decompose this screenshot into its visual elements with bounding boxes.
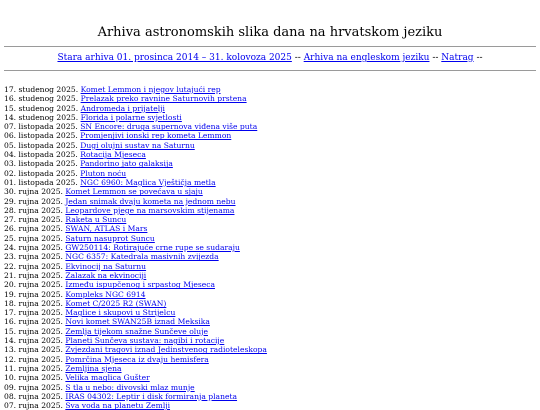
entry-date: 16. rujna 2025. — [4, 317, 63, 327]
back-link[interactable]: Natrag — [441, 53, 474, 63]
archive-entry — [4, 401, 540, 410]
entry-date: 07. listopada 2025. — [4, 122, 78, 132]
entry-title-link[interactable]: Pandorino jato galaksija — [80, 159, 173, 169]
entry-date: 10. rujna 2025. — [4, 373, 63, 383]
entry-title-link[interactable]: Raketa u Suncu — [65, 215, 127, 225]
entry-date: 24. rujna 2025. — [4, 243, 63, 253]
archive-entry — [4, 383, 540, 392]
entry-date: 23. rujna 2025. — [4, 252, 63, 262]
entry-date: 11. rujna 2025. — [4, 363, 63, 373]
archive-entry — [4, 290, 540, 299]
entry-date: 29. rujna 2025. — [4, 196, 63, 206]
archive-entry — [4, 131, 540, 140]
nav-separator: -- — [291, 53, 304, 63]
archive-entry — [4, 122, 540, 131]
entry-title-link[interactable]: Novi komet SWAN25B iznad Meksika — [65, 317, 210, 327]
archive-entry — [4, 141, 540, 150]
archive-entry — [4, 392, 540, 401]
entry-title-link[interactable]: Zemlja tijekom snažne Sunčeve oluje — [65, 326, 208, 336]
entry-title-link[interactable]: NGC 6960: Maglica Vještičja metla — [80, 177, 216, 187]
archive-entry — [4, 299, 540, 308]
entry-date: 06. listopada 2025. — [4, 131, 78, 141]
entry-title-link[interactable]: Prelazak preko ravnine Saturnovih prstena — [80, 94, 247, 104]
archive-entry-list — [4, 85, 540, 410]
entry-date: 17. rujna 2025. — [4, 308, 63, 318]
archive-entry — [4, 373, 540, 382]
entry-title-link[interactable]: Zemljina sjena — [65, 363, 122, 373]
entry-date: 28. rujna 2025. — [4, 205, 63, 215]
archive-entry — [4, 271, 540, 280]
entry-date: 03. listopada 2025. — [4, 159, 78, 169]
entry-title-link[interactable]: Andromeda i prijatelji — [80, 103, 165, 113]
archive-entry — [4, 252, 540, 261]
archive-entry — [4, 206, 540, 215]
entry-title-link[interactable]: Zvjezdani tragovi iznad Jedinstvenog radioteleskopa — [65, 345, 267, 355]
entry-title-link[interactable]: SN Encore: druga supernova viđena više puta — [80, 122, 258, 132]
archive-entry — [4, 280, 540, 289]
page-title: Arhiva astronomskih slika dana na hrvatskom jeziku — [97, 25, 443, 40]
archive-entry — [4, 197, 540, 206]
entry-title-link[interactable]: Planeti Sunčeva sustava: nagibi i rotacije — [65, 336, 225, 346]
entry-title-link[interactable]: Velika maglica Gušter — [65, 373, 150, 383]
entry-date: 15. studenog 2025. — [4, 103, 79, 113]
entry-title-link[interactable]: IRAS 04302: Leptir i disk formiranja planeta — [65, 391, 238, 401]
entry-title-link[interactable]: Rotacija Mjeseca — [80, 150, 146, 160]
entry-title-link[interactable]: Dugi olujni sustav na Saturnu — [80, 140, 195, 150]
entry-date: 04. listopada 2025. — [4, 150, 78, 160]
entry-title-link[interactable]: Ekvinocij na Saturnu — [65, 261, 147, 271]
archive-entry — [4, 169, 540, 178]
entry-date: 13. rujna 2025. — [4, 345, 63, 355]
entry-title-link[interactable]: S tla u nebo: divovski mlaz munje — [65, 382, 195, 392]
entry-date: 19. rujna 2025. — [4, 289, 63, 299]
entry-date: 18. rujna 2025. — [4, 298, 63, 308]
entry-date: 20. rujna 2025. — [4, 280, 63, 290]
english-archive-link[interactable]: Arhiva na engleskom jeziku — [303, 53, 430, 63]
entry-title-link[interactable]: Kompleks NGC 6914 — [65, 289, 146, 299]
archive-entry — [4, 104, 540, 113]
archive-entry — [4, 262, 540, 271]
entry-title-link[interactable]: Komet Lemmon se povećava u sjaju — [65, 187, 203, 197]
entry-title-link[interactable]: Jedan snimak dvaju kometa na jednom nebu — [65, 196, 236, 206]
entry-date: 15. rujna 2025. — [4, 326, 63, 336]
entry-date: 27. rujna 2025. — [4, 215, 63, 225]
entry-date: 01. listopada 2025. — [4, 177, 78, 187]
entry-title-link[interactable]: Leopardove pjege na marsovskim stijenama — [65, 205, 235, 215]
entry-title-link[interactable]: Između ispupčenog i srpastog Mjeseca — [65, 280, 215, 290]
entry-date: 26. rujna 2025. — [4, 224, 63, 234]
archive-entry — [4, 234, 540, 243]
entry-date: 16. studenog 2025. — [4, 94, 79, 104]
archive-entry — [4, 224, 540, 233]
entry-title-link[interactable]: Promjenjivi ionski rep kometa Lemmon — [80, 131, 232, 141]
archive-entry — [4, 327, 540, 336]
archive-entry — [4, 345, 540, 354]
entry-date: 02. listopada 2025. — [4, 168, 78, 178]
entry-title-link[interactable]: Pluton noću — [80, 168, 127, 178]
archive-entry — [4, 178, 540, 187]
archive-entry — [4, 159, 540, 168]
archive-entry — [4, 187, 540, 196]
entry-title-link[interactable]: Maglice i skupovi u Strijelcu — [65, 308, 176, 318]
archive-entry — [4, 364, 540, 373]
entry-title-link[interactable]: Komet Lemmon i njegov lutajući rep — [80, 85, 221, 94]
nav-separator: -- — [429, 53, 442, 63]
archive-entry — [4, 317, 540, 326]
bottom-divider — [4, 70, 536, 71]
entry-title-link[interactable]: Sva voda na planetu Zemlji — [65, 401, 171, 410]
archive-nav — [0, 52, 540, 64]
entry-date: 21. rujna 2025. — [4, 270, 63, 280]
entry-date: 05. listopada 2025. — [4, 140, 78, 150]
entry-date: 30. rujna 2025. — [4, 187, 63, 197]
entry-date: 25. rujna 2025. — [4, 233, 63, 243]
entry-date: 08. rujna 2025. — [4, 391, 63, 401]
entry-date: 07. rujna 2025. — [4, 401, 63, 410]
archive-entry — [4, 113, 540, 122]
entry-date: 14. rujna 2025. — [4, 336, 63, 346]
old-archive-link[interactable]: Stara arhiva 01. prosinca 2014 – 31. kolovoza 2025 — [57, 53, 292, 63]
archive-entry — [4, 85, 540, 94]
entry-title-link[interactable]: NGC 6357: Katedrala masivnih zvijezda — [65, 252, 219, 262]
entry-title-link[interactable]: GW250114: Rotirajuće crne rupe se sudaraju — [65, 243, 240, 253]
entry-title-link[interactable]: Komet C/2025 R2 (SWAN) — [65, 298, 167, 308]
entry-date: 17. studenog 2025. — [4, 85, 79, 94]
entry-title-link[interactable]: SWAN, ATLAS i Mars — [65, 224, 148, 234]
entry-title-link[interactable]: Florida i polarne svjetlosti — [80, 112, 182, 122]
top-divider — [4, 46, 536, 47]
archive-entry — [4, 308, 540, 317]
entry-date: 14. studenog 2025. — [4, 112, 79, 122]
archive-entry — [4, 215, 540, 224]
nav-separator: -- — [473, 53, 483, 63]
archive-entry — [4, 94, 540, 103]
archive-entry — [4, 150, 540, 159]
entry-date: 22. rujna 2025. — [4, 261, 63, 271]
entry-title-link[interactable]: Zalazak na ekvinociji — [65, 270, 147, 280]
entry-date: 12. rujna 2025. — [4, 354, 63, 364]
entry-title-link[interactable]: Saturn nasuprot Suncu — [65, 233, 155, 243]
archive-entry — [4, 336, 540, 345]
entry-date: 09. rujna 2025. — [4, 382, 63, 392]
archive-entry — [4, 355, 540, 364]
entry-title-link[interactable]: Pomrčina Mjeseca iz dvaju hemisfera — [65, 354, 209, 364]
archive-entry — [4, 243, 540, 252]
